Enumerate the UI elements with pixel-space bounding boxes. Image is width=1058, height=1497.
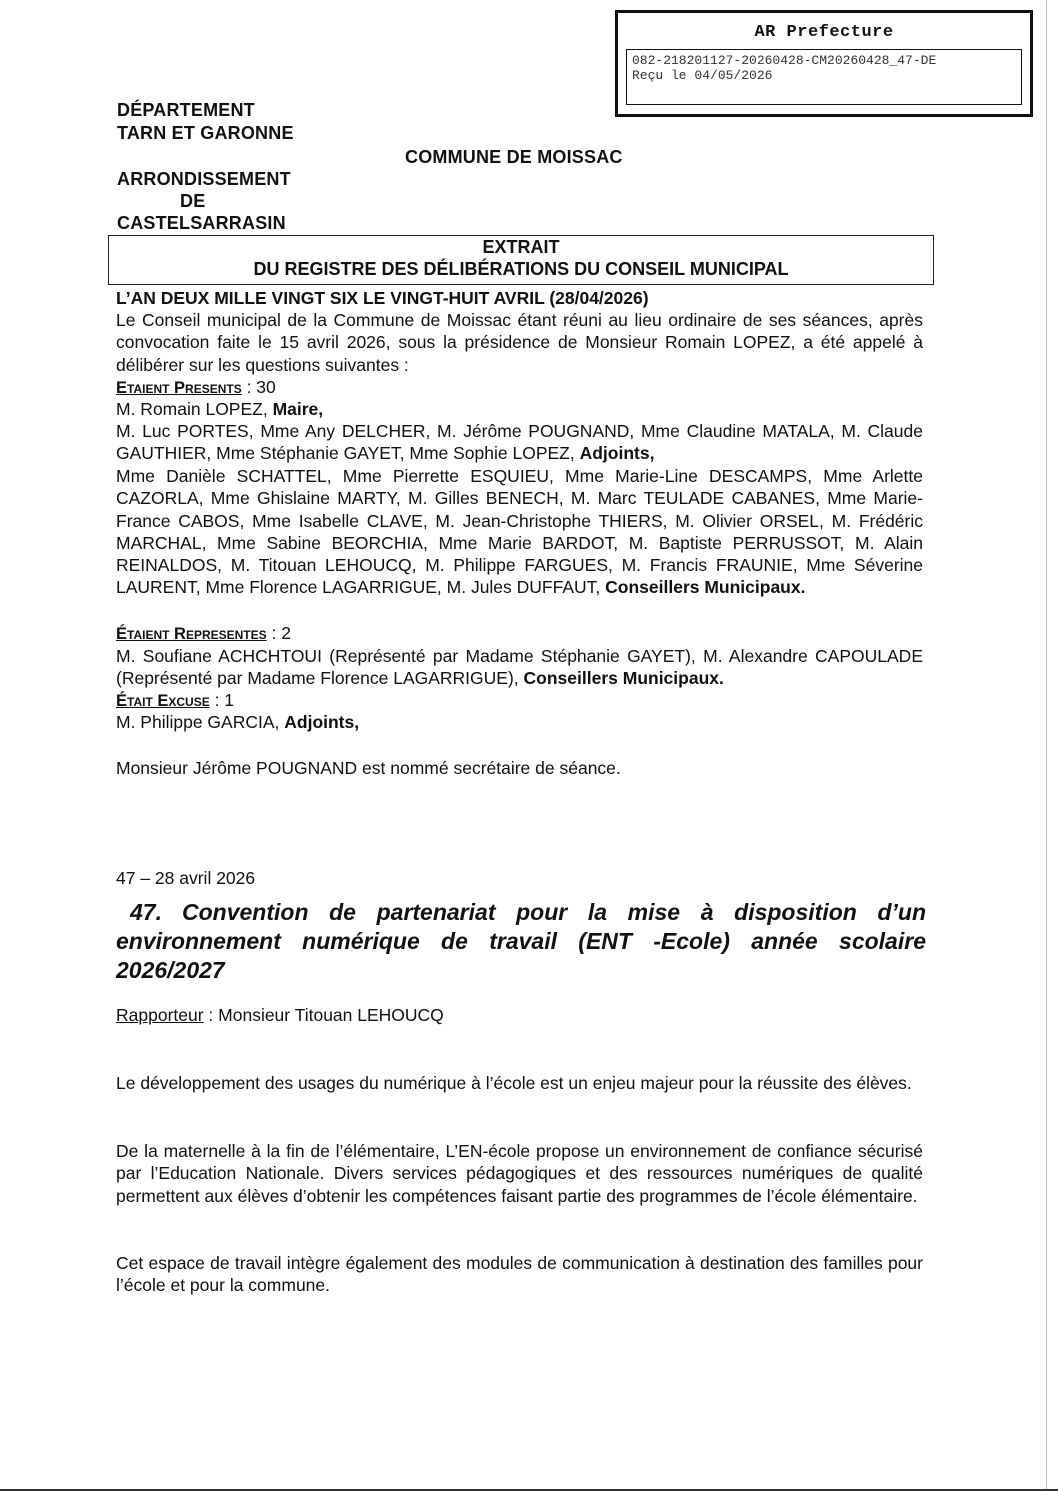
excuse-name-line: [116, 711, 359, 733]
deliberation-title: [116, 898, 926, 985]
stamp-title: AR Prefecture: [754, 23, 894, 42]
adjoints-paragraph: [116, 420, 923, 465]
adjoints-role: Adjoints,: [579, 443, 655, 464]
conseillers-paragraph: [116, 465, 923, 599]
session-intro: Le Conseil municipal de la Commune de Moissac étant réuni au lieu ordinaire de ses séances, après convocation faite le 15 avril 2026, sous la présidence de Monsieur Romain LOPEZ, a été appelé à délibérer sur les questions suivantes :: [116, 310, 923, 375]
conseillers-names: Mme Danièle SCHATTEL, Mme Pierrette ESQUIEU, Mme Marie-Line DESCAMPS, Mme Arlette CAZORLA, Mme Ghislaine MARTY, M. Gilles BENECH, M. Marc TEULADE CABANES, Mme Marie-France CABOS, Mme Isabelle CLAVE, M. Jean-Christophe THIERS, M. Olivier ORSEL, M. Frédéric MARCHAL, Mme Sabine BEORCHIA, Mme Marie BARDOT, M. Baptiste PERRUSSOT, M. Alain REINALDOS, M. Titouan LEHOUCQ, M. Philippe FARGUES, M. Francis FRAUNIE, Mme Séverine LAURENT, Mme Florence LAGARRIGUE, M. Jules DUFFAUT,: [116, 466, 923, 598]
representes-names: M. Soufiane ACHCHTOUI (Représenté par Madame Stéphanie GAYET), M. Alexandre CAPOULADE (Représenté par Madame Florence LAGARRIGUE),: [116, 646, 923, 689]
excuse-role: Adjoints,: [284, 712, 360, 732]
arrondissement-label: ARRONDISSEMENT: [117, 169, 291, 189]
scan-edge-right: [1046, 0, 1047, 1490]
stamp-reference: 082-218201127-20260428-CM20260428_47-DE: [632, 53, 937, 68]
representes-count: : 2: [266, 623, 291, 643]
excuse-line: [116, 689, 234, 712]
deliberation-number: 47.: [130, 899, 162, 925]
representes-paragraph: [116, 645, 923, 690]
rapporteur-line: [116, 1004, 444, 1026]
excuse-name: M. Philippe GARCIA,: [116, 712, 285, 732]
deliberation-ref-date: 47 – 28 avril 2026: [116, 868, 256, 888]
representes-line: [116, 622, 291, 645]
commune-name: COMMUNE DE MOISSAC: [405, 147, 623, 167]
session-date: L’AN DEUX MILLE VINGT SIX LE VINGT-HUIT AVRIL (28/04/2026): [116, 288, 649, 308]
scan-edge-bottom: [0, 1489, 1058, 1491]
representes-role: Conseillers Municipaux.: [523, 668, 724, 689]
deliberation-title-text: Convention de partenariat pour la mise à disposition d’un environnement numérique de travail (ENT -Ecole) année scolaire 2026/2027: [116, 899, 926, 983]
arrondissement-de: DE: [180, 191, 206, 211]
arrondissement-name: CASTELSARRASIN: [117, 213, 286, 233]
extrait-title: EXTRAIT: [482, 237, 560, 257]
rapporteur-label: Rapporteur: [116, 1005, 204, 1025]
secretaire-line: Monsieur Jérôme POUGNAND est nommé secrétaire de séance.: [116, 758, 621, 778]
excuse-label: Était Excuse: [116, 692, 210, 710]
departement-name: TARN ET GARONNE: [117, 123, 294, 143]
stamp-info-box: [626, 49, 1022, 105]
paragraph-1: Le développement des usages du numérique à l’école est un enjeu majeur pour la réussite des élèves.: [116, 1073, 912, 1093]
maire-line: [116, 398, 323, 420]
excuse-count: : 1: [209, 690, 235, 710]
maire-name: M. Romain LOPEZ,: [116, 399, 273, 419]
paragraph-2: De la maternelle à la fin de l’élémentaire, L’EN-école propose un environnement de confiance sécurisé par l’Education Nationale. Divers services pédagogiques et des ressources numériques de qualité permettent aux élèves d’obtenir les compétences faisant partie des programmes de l’école élémentaire.: [116, 1141, 923, 1206]
stamp-received-date: Reçu le 04/05/2026: [632, 68, 773, 83]
paragraph-3: Cet espace de travail intègre également des modules de communication à destination des familles pour l’école et pour la commune.: [116, 1253, 923, 1296]
extrait-subtitle: DU REGISTRE DES DÉLIBÉRATIONS DU CONSEIL MUNICIPAL: [253, 259, 789, 279]
presents-count: : 30: [241, 377, 276, 397]
departement-label: DÉPARTEMENT: [117, 100, 255, 120]
presents-label: Etaient Presents: [116, 379, 242, 397]
presents-line: [116, 376, 276, 399]
rapporteur-value: : Monsieur Titouan LEHOUCQ: [203, 1005, 444, 1025]
representes-label: Étaient Representes: [116, 625, 267, 643]
prefecture-stamp: [615, 10, 1033, 117]
adjoints-names: M. Luc PORTES, Mme Any DELCHER, M. Jérôme POUGNAND, Mme Claudine MATALA, M. Claude GAUTHIER, Mme Stéphanie GAYET, Mme Sophie LOPEZ,: [116, 421, 923, 464]
conseillers-role: Conseillers Municipaux.: [605, 577, 806, 598]
maire-role: Maire,: [272, 399, 324, 419]
